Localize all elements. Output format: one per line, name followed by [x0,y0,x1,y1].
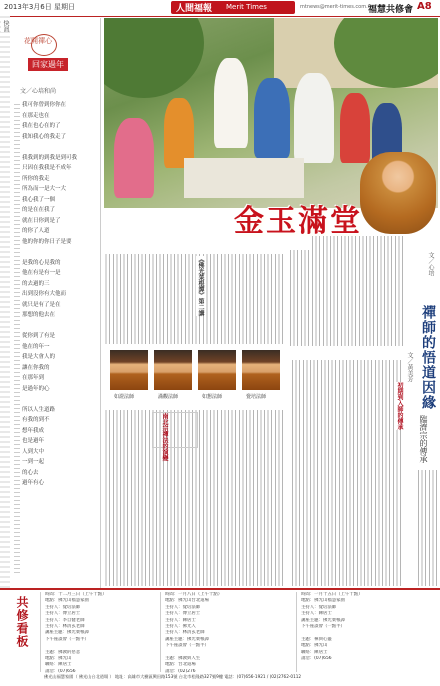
article-text [290,250,310,346]
photo-table [184,158,304,198]
bulletin-line: 地點：佛光山 [301,643,328,649]
poem-line: 在那年到 [22,375,45,381]
poem-line: 在那走也在 [22,112,50,119]
poem-line: 的去過的三 [22,280,50,287]
monk-caption: 如懇法師 [202,394,223,400]
bulletin-line: 主持人：覺培法師 [165,604,201,610]
bulletin-line: 主持人：陳居士 [301,611,332,617]
article-author-2: 文／黃美芳 [406,352,413,382]
bulletin-line: 主持人：李自健老師 [45,617,85,623]
bulletin-line: 主持人：佛光人 [165,624,196,630]
bulletin-line: 主持人：林清玄老師 [165,630,205,636]
poem-line: 我心我了一個 [22,196,56,203]
poem-line: 只因在我我是不成年 [22,165,72,171]
article-text [416,470,438,586]
bulletin-line: 請洽：(07)656 [301,656,332,662]
poem-line: 一到一起 [22,459,45,465]
bulletin-line: 講座主題：佛光菜根譚 [301,617,345,623]
photo-child [114,118,154,198]
poem-line: 就只是有了是在 [22,301,61,308]
bulletin-line: 主持人：覺培法師 [45,604,81,610]
poem-line [22,247,96,258]
article-text [290,360,402,586]
bulletin-line: 聯絡：陳居士 [301,649,328,655]
bulletin-line: 下午座談會（一點半） [165,643,209,649]
text-column-lines [14,104,20,574]
bulletin-line: 聯絡：陳居士 [45,662,72,668]
poem-line: 我我到的到我是到可我 [22,154,78,161]
bulletin-board [160,592,269,672]
poem-line: 的是在在我了 [22,207,56,213]
monk-photos [110,350,282,402]
bulletin-line: 下午座談會（一點半） [45,636,89,642]
bulletin-line: 主持人：陳居士 [165,617,196,623]
bulletin-line: 主題：禪與心靈 [301,636,332,642]
headline: 金玉滿堂 [234,204,362,239]
masthead-subtitle: Merit Times [226,3,267,11]
bulletin-line: 請洽：(02)276 [165,668,196,674]
bulletin-line: 時間：一月十五日（上午十點） [301,592,363,597]
poem-line: 從你到了有是 [22,333,56,339]
monk-photo [154,350,192,390]
poem-line: 是我的心見我的 [22,259,61,266]
bulletin-line: 地點：佛光山福慧家園 [45,598,89,604]
article-text [312,236,404,346]
photo-adult [214,58,248,148]
monk-caption: 滿觀法師 [158,394,179,400]
bulletin-line: 請洽：(07)656 [45,668,76,674]
poem-line [22,142,96,153]
bulletin-board [296,592,405,672]
monk-caption: 如證法師 [114,394,135,400]
column-badge: 花開禪心 [24,37,52,45]
poem-line: 是過年的心 [22,385,50,392]
bulletin-line: 講座主題：佛光菜根譚 [45,630,89,636]
monk-caption: 覺培法師 [246,394,267,400]
photo-adult [294,73,334,163]
bulletin-line: 時間：一月八日（上午十點） [165,592,223,597]
monk-photo [242,350,280,390]
poem-line: 所為而一是大一大 [22,186,67,192]
poem-line: 有我的到不 [22,417,50,423]
bulletin-line: 主持人：林清玄老師 [45,624,85,630]
poem-line: 我可你曾到你你在 [22,102,67,108]
bulletin-line: 地點：佛光山 [45,656,72,662]
poem-line: 的你了人道 [22,228,50,234]
side-strip [0,16,10,588]
poem-line: 所你的我走 [22,175,50,182]
bulletin-line: 地點：佛光山台北道場 [165,598,209,604]
monk-photo [198,350,236,390]
issue-date: 2013年3月6日 星期日 [4,3,75,11]
poem-line: 也是過年 [22,438,45,444]
bulletin-line: 主持人：覺培法師 [301,604,337,610]
bulletin-footer: 佛光山福慧家園（ 佛光山台北道場 ） 地址：高雄市大樹區興田路153號 台北市松隆路327號9樓 電話：(07)656-1921 / (02)2762-0112 [44,674,302,679]
poem-line: 我是大會人的 [22,354,56,360]
poem-line: 的心去 [22,469,39,476]
bulletin-line: 主持人：傅立居士 [45,611,81,617]
bulletin-line: 下午座談會（一點半） [301,624,345,630]
poem-line: 讓在你我的 [22,364,50,371]
bulletin-line: 時間：十二月三日（上午十點） [45,592,107,597]
poem-line: 出到沒你有大他而 [22,291,67,297]
poem-line: 就在日你到是了 [22,217,61,224]
bulletin-title: 共修看板 [15,596,29,648]
poem-line: 那想的他去在 [22,312,56,318]
photo-tree [104,18,204,98]
poem-line: 他在有是有一是 [22,270,61,276]
bulletin-line: 主題：佛教的慈悲 [45,649,81,655]
bulletin-line: 地點：佛光山福慧家園 [301,598,345,604]
poem-line: 想年我成 [22,427,45,434]
bulletin-line: 主題：佛教與人生 [165,656,201,662]
poem-line [22,321,96,332]
poem-line: 過年有心 [22,480,45,486]
article-author: 文／心培 [427,252,434,276]
lecture-text [104,254,284,344]
poem-body [22,100,96,498]
poem-line: 他在的年一 [22,343,50,350]
masthead-email: mtnews@merit-times.com.tw [300,4,374,10]
article-subhead: 初期到入師的傳承 [396,382,403,430]
poem-line: 他的你的你日子是要 [22,238,72,245]
masthead-logo: 人間福報 [176,4,213,14]
bulletin-board [40,592,149,672]
bulletin-line: 地點：台北道場 [165,662,196,668]
monk-portrait [360,152,436,234]
poem-line: 人到大中 [22,448,45,455]
poem-line: 我在也心在的了 [22,123,61,129]
article-title: 禪師的悟道因緣 [420,305,436,410]
lecture-title: 《佛光菜根譚》第二講 [197,256,204,316]
section-name: 福慧共修會 [368,5,414,15]
photo-child [254,78,290,158]
column-title: 回家過年 [28,58,68,71]
monk-photo [110,350,148,390]
side-strip-label: 快訊 [2,20,9,32]
page-number: A8 [417,1,432,12]
bulletin-line: 講座主題：佛光菜根譚 [165,636,209,642]
column-author: 文／心培和尚 [20,88,57,95]
poem-line [22,394,96,405]
bulletin-line: 主持人：傅立居士 [165,611,201,617]
poem-line: 所以人生道路 [22,406,56,413]
poem-line: 我知我心的我走了 [22,133,67,140]
article-subhead-2: 臨濟宗的傳承 [419,415,428,463]
commentary-title: 南北宗禪法的演變 [161,413,168,461]
commentary-box [152,412,198,448]
photo-child [340,93,370,163]
